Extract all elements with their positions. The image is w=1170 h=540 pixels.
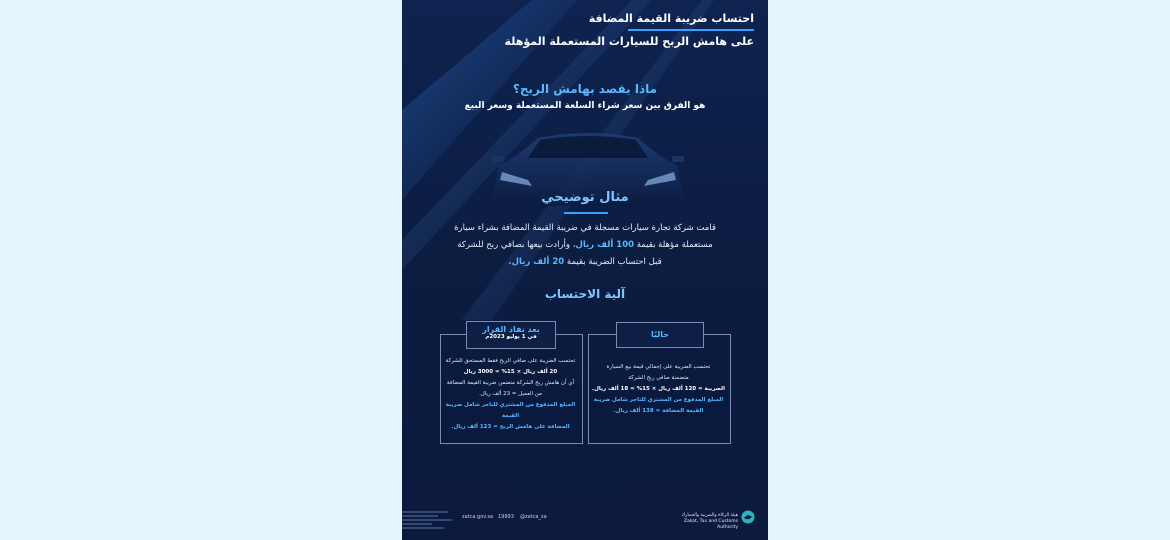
org-name-ar: هيئة الزكاة والضريبة والجمارك [681,513,738,518]
infographic-poster [402,0,768,540]
org-name-en: Zakat, Tax and Customs Authority [683,519,738,530]
after-tax-formula: 20 ألف ريال × 15% = 3000 ريال [463,369,558,375]
after-line: أي أن هامش ربح الشركة متضمن ضريبة القيمة المضافة [446,380,575,386]
zatca-logo-icon [741,510,755,524]
after-decision-text [444,356,577,433]
after-decision-date: في 1 يوليو 2023م [485,334,537,340]
purchase-price-highlight: 100 ألف ريال [575,240,635,250]
example-underline [564,212,608,214]
current-method-tag [616,322,704,348]
after-line: تحتسب الضريبة على صافي الربح فقط المستحق للشركة [445,358,576,364]
question-answer: هو الفرق بين سعر شراء السلعة المستعملة وسعر البيع [464,101,706,111]
current-tax-formula: الضريبة = 120 ألف ريال × 15% = 18 ألف ريال. [592,386,725,392]
footer-phone[interactable]: 19993 [498,514,514,520]
after-decision-title: بعد نفاذ القرار [482,325,540,334]
after-decision-tag [466,321,556,349]
profit-highlight: 20 ألف ريال. [508,257,565,267]
after-line: من العميل = 23 ألف ريال. [479,391,542,397]
org-name [676,513,738,531]
after-total-line: المبلغ المدفوع من المشتري للتاجر شامل ضريبة القيمة [445,402,576,419]
example-line-2 [442,237,728,254]
current-method-text [592,362,725,417]
example-title: مثال توضيحي [541,190,629,205]
after-total-line: المضافة على هامش الربح = 123 ألف ريال. [451,424,570,430]
current-method-title: حاليًا [650,330,670,339]
example-line-3 [442,254,728,271]
example-text: ، وأرادت بيعها بصافي ربح للشركة [457,240,576,250]
footer-social-handle[interactable]: @zatca_sa [520,514,547,520]
current-total-line: المبلغ المدفوع من المشتري للتاجر شامل ضريبة [593,397,724,403]
example-text: مستعملة مؤهلة بقيمة [636,240,713,250]
current-line: تحتسب الضريبة على إجمالي قيمة بيع السيارة [606,364,711,370]
mechanism-title: آلية الاحتساب [544,287,626,301]
footer-website[interactable]: zatca.gov.sa [462,514,494,520]
example-line-1: قامت شركة تجارة سيارات مسجلة في ضريبة القيمة المضافة بشراء سيارة [454,223,716,233]
header-title-line1: احتساب ضريبة القيمة المضافة [588,12,754,25]
header-title-line2: على هامش الربح للسيارات المستعملة المؤهلة [504,35,754,48]
page-header [505,12,754,48]
example-text: قبل احتساب الضريبة بقيمة [566,257,662,267]
current-line: متضمنة صافي ربح الشركة [628,375,689,381]
current-total-line: القيمة المضافة = 138 ألف ريال. [613,408,704,414]
example-paragraph [442,220,728,271]
header-underline [628,29,754,31]
question-title: ماذا يقصد بهامش الربح؟ [512,82,658,96]
